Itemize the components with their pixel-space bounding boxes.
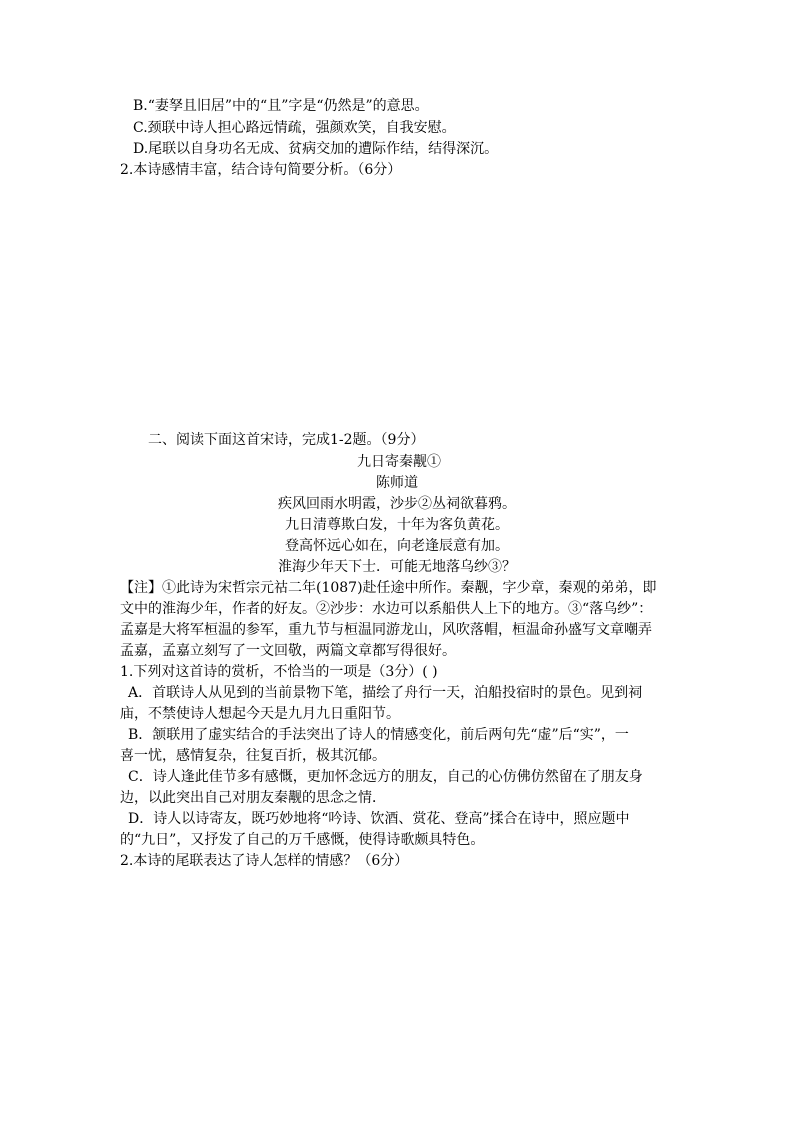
option-b-2: B．颔联用了虚实结合的手法突出了诗人的情感变化，前后两句先“虚”后“实”，一 bbox=[128, 727, 629, 743]
section-heading: 二、阅读下面这首宋诗，完成1-2题。（9分） bbox=[148, 432, 425, 448]
option-a: A．首联诗人从见到的当前景物下笔，描绘了舟行一天，泊船投宿时的景色。见到祠 bbox=[128, 685, 643, 701]
poem-line: 淮海少年天下士．可能无地落乌纱③？ bbox=[278, 559, 516, 575]
poem-line: 登高怀远心如在，向老逢辰意有加。 bbox=[285, 538, 509, 554]
option-d-2: D．诗人以诗寄友，既巧妙地将“吟诗、饮酒、赏花、登高”揉合在诗中，照应题中 bbox=[128, 811, 630, 827]
option-b: B.“妻孥且旧居”中的“且”字是“仍然是”的意思。 bbox=[133, 98, 429, 114]
poem-title: 九日寄秦觏① bbox=[357, 454, 441, 470]
option-d: D.尾联以自身功名无成、贫病交加的遭际作结，结得深沉。 bbox=[133, 141, 499, 157]
option-a-cont: 庙，不禁使诗人想起今天是九月九日重阳节。 bbox=[120, 706, 400, 722]
question-1: 1.下列对这首诗的赏析，不恰当的一项是（3分）( ) bbox=[120, 664, 438, 680]
poem-author: 陈师道 bbox=[376, 475, 418, 491]
question-2-section2: 2.本诗的尾联表达了诗人怎样的情感？（6分） bbox=[120, 853, 409, 869]
question-2: 2.本诗感情丰富，结合诗句简要分析。（6分） bbox=[120, 162, 402, 178]
poem-line: 疾风回雨水明霞，沙步②丛祠欲暮鸦。 bbox=[278, 496, 516, 512]
note-line: 孟嘉是大将军桓温的参军，重九节与桓温同游龙山，风吹落帽，桓温命孙盛写文章嘲弄 bbox=[120, 622, 652, 638]
note-line: 孟嘉，孟嘉立刻写了一文回敬，两篇文章都写得很好。 bbox=[120, 643, 456, 659]
note-line: 【注】①此诗为宋哲宗元祜二年(1087)赴任途中所作。秦觏，字少章，秦观的弟弟，即 bbox=[120, 580, 657, 596]
option-c-2-cont: 边，以此突出自己对朋友秦觏的思念之情． bbox=[120, 790, 386, 806]
poem-line: 九日清尊欺白发，十年为客负黄花。 bbox=[285, 517, 509, 533]
option-d-2-cont: 的“九日”，又抒发了自己的万千感慨，使得诗歌颇具特色。 bbox=[120, 832, 485, 848]
option-c-2: C．诗人逢此佳节多有感慨，更加怀念远方的朋友，自己的心仿佛仿然留在了朋友身 bbox=[128, 769, 643, 785]
note-line: 文中的淮海少年，作者的好友。②沙步：水边可以系船供人上下的地方。③“落乌纱”： bbox=[120, 601, 653, 617]
option-c: C.颈联中诗人担心路远情疏，强颜欢笑，自我安慰。 bbox=[133, 120, 456, 136]
option-b-2-cont: 喜一忧，感情复杂，往复百折，极其沉郁。 bbox=[120, 748, 386, 764]
